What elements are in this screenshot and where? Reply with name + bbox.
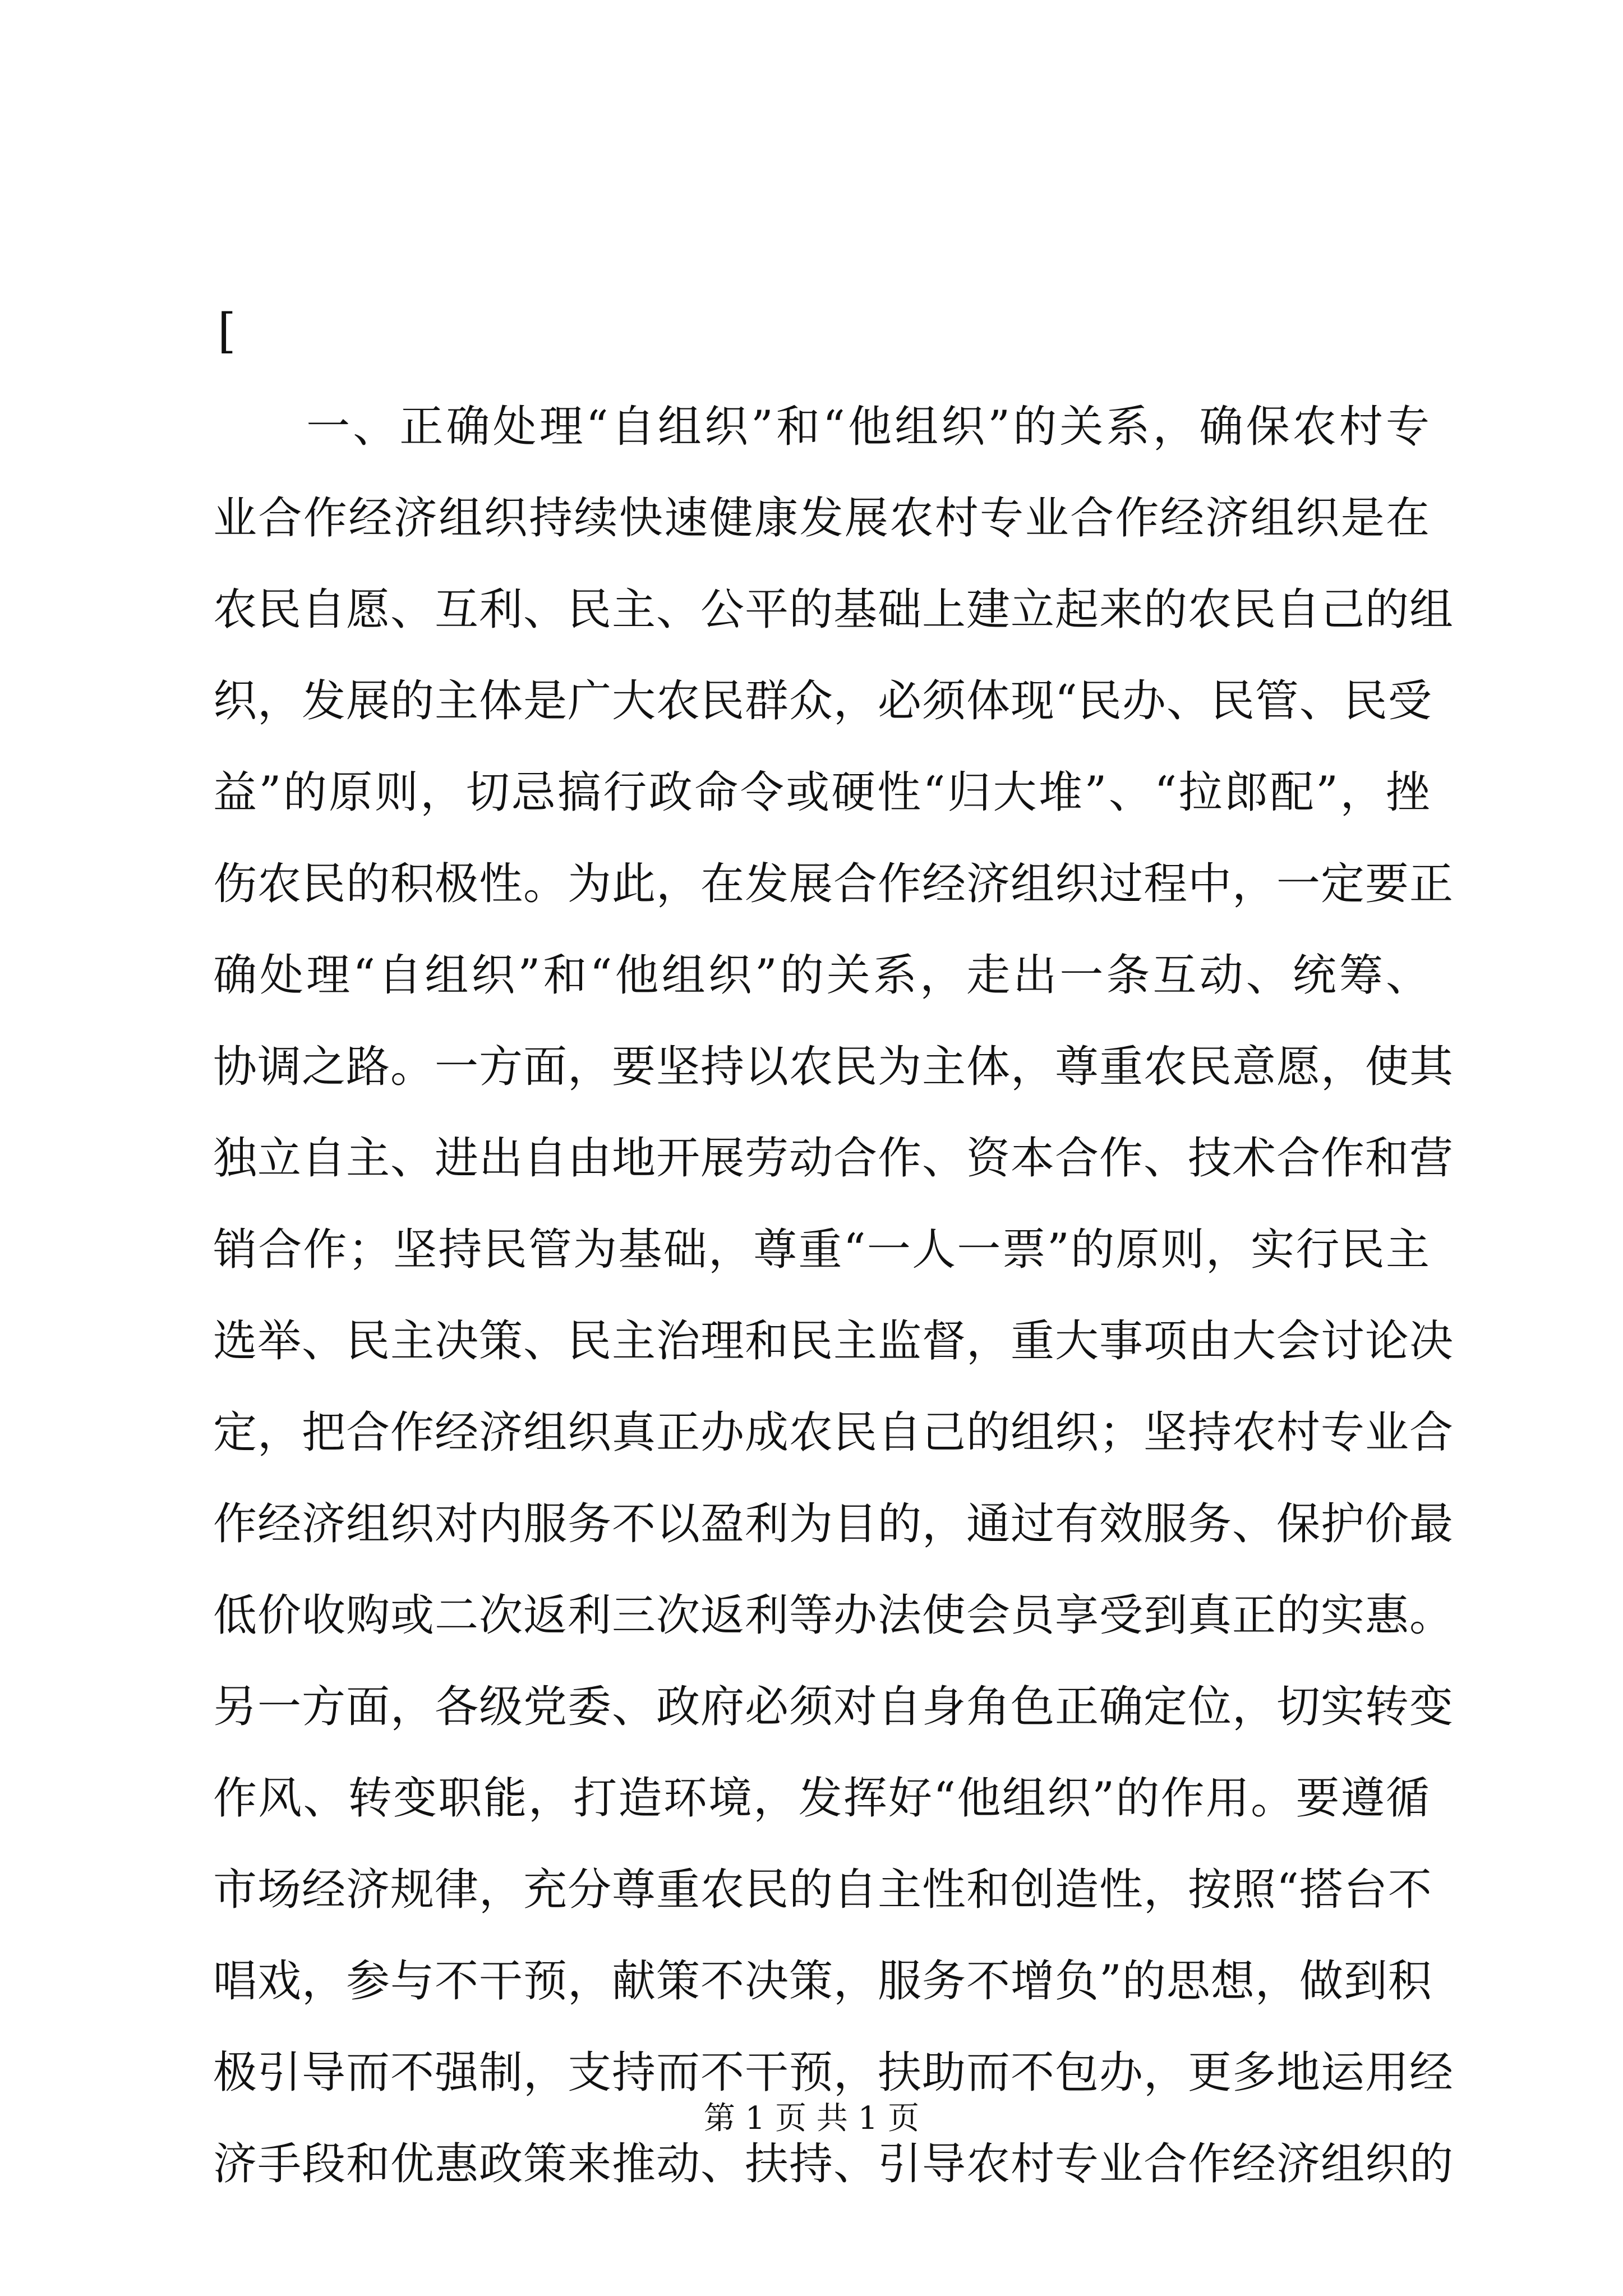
text-line: 市场经济规律，充分尊重农民的自主性和创造性，按照“搭台不 xyxy=(213,1865,1432,1915)
text-line: 农民自愿、互利、民主、公平的基础上建立起来的农民自己的组 xyxy=(213,585,1454,635)
text-line: 唱戏，参与不干预，献策不决策，服务不增负”的思想，做到积 xyxy=(213,1956,1432,2007)
text-line: 伤农民的积极性。为此，在发展合作经济组织过程中，一定要正 xyxy=(213,859,1454,909)
page-footer xyxy=(0,2099,1623,2138)
text-line: 选举、民主决策、民主治理和民主监督，重大事项由大会讨论决 xyxy=(213,1316,1454,1366)
text-line: 作经济组织对内服务不以盈利为目的，通过有效服务、保护价最 xyxy=(213,1499,1454,1549)
text-line: 定，把合作经济组织真正办成农民自己的组织；坚持农村专业合 xyxy=(213,1407,1454,1458)
text-line: 独立自主、进出自由地开展劳动合作、资本合作、技术合作和营 xyxy=(213,1133,1454,1184)
text-line: 另一方面，各级党委、政府必须对自身角色正确定位，切实转变 xyxy=(213,1682,1454,1732)
text-line: 低价收购或二次返利三次返利等办法使会员享受到真正的实惠。 xyxy=(213,1590,1454,1641)
body-paragraph xyxy=(213,381,1454,2210)
text-line: 业合作经济组织持续快速健康发展农村专业合作经济组织是在 xyxy=(213,493,1430,544)
text-line: 一、正确处理“自组织”和“他组织”的关系，确保农村专 xyxy=(213,402,1430,452)
text-line: 作风、转变职能，打造环境，发挥好“他组织”的作用。要遵循 xyxy=(213,1773,1430,1824)
text-line: 织，发展的主体是广大农民群众，必须体现“民办、民管、民受 xyxy=(213,676,1432,726)
page-number-label: 第 1 页 共 1 页 xyxy=(703,2100,920,2137)
text-line: 销合作；坚持民管为基础，尊重“一人一票”的原则，实行民主 xyxy=(213,1225,1430,1275)
text-line: 极引导而不强制，支持而不干预，扶助而不包办，更多地运用经 xyxy=(213,2047,1454,2098)
opening-bracket: [ xyxy=(218,303,236,358)
text-line: 确处理“自组织”和“他组织”的关系，走出一条互动、统筹、 xyxy=(213,950,1430,1001)
text-line: 协调之路。一方面，要坚持以农民为主体，尊重农民意愿，使其 xyxy=(213,1042,1454,1092)
text-line: 益”的原则，切忌搞行政命令或硬性“归大堆”、“拉郎配”，挫 xyxy=(213,767,1430,818)
text-line: 济手段和优惠政策来推动、扶持、引导农村专业合作经济组织的 xyxy=(213,2139,1454,2189)
